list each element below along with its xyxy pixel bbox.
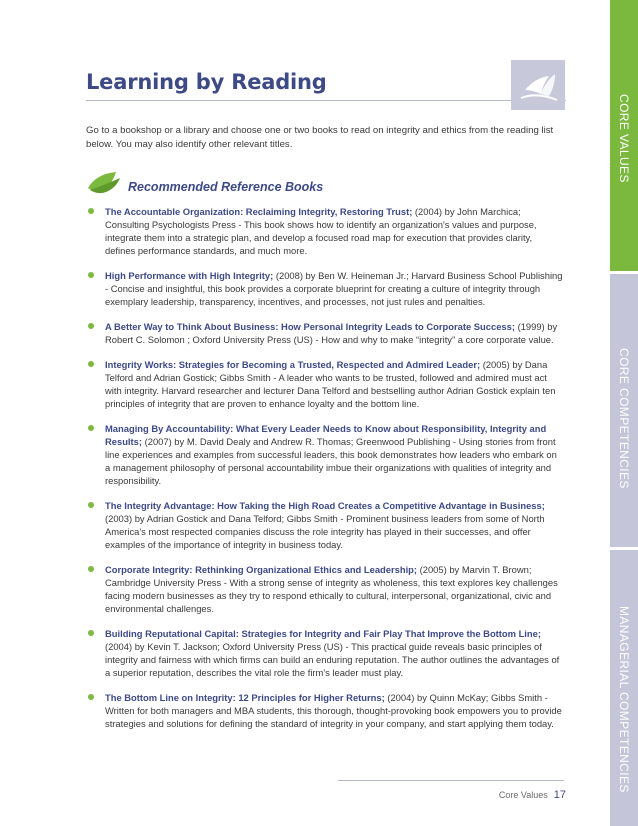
list-item bbox=[86, 320, 564, 346]
tab-managerial-competencies[interactable] bbox=[610, 548, 638, 826]
tab-label: CORE COMPETENCIES bbox=[617, 348, 631, 489]
book-list bbox=[86, 205, 564, 742]
title-divider bbox=[86, 100, 566, 101]
bullet-icon bbox=[88, 694, 94, 700]
bullet-icon bbox=[88, 208, 94, 214]
section-header bbox=[86, 170, 486, 200]
tab-label: CORE VALUES bbox=[617, 94, 631, 183]
list-item bbox=[86, 422, 564, 487]
list-item bbox=[86, 269, 564, 308]
book-logo-icon bbox=[511, 60, 565, 110]
list-item bbox=[86, 499, 564, 551]
book-details: (2005) by Dana Telford and Adrian Gostick; Gibbs Smith - A leader who wants to be trusted, followed and admired must act with integrity. Harvard researcher and lecturer Dana Telford and bestselling author Adrian Gostick explain ten principles of integrity that are proven to enhance loyalty and the bottom line. bbox=[105, 359, 556, 409]
intro-paragraph: Go to a bookshop or a library and choose one or two books to read on integrity and ethics from the reading list below. You may also identify other relevant titles. bbox=[86, 125, 554, 150]
bullet-icon bbox=[88, 425, 94, 431]
section-title: Recommended Reference Books bbox=[128, 180, 324, 194]
list-item bbox=[86, 205, 564, 257]
book-details: (2004) by Quinn McKay; Gibbs Smith - Written for both managers and MBA students, this thorough, thought-provoking book empowers you to provide strategies and solutions for defining the standard of integrity in your company, and start applying them today. bbox=[105, 692, 562, 729]
tab-separator bbox=[610, 547, 638, 550]
book-title: Integrity Works: Strategies for Becoming a Trusted, Respected and Admired Leader; bbox=[105, 359, 481, 370]
list-item bbox=[86, 691, 564, 730]
bullet-icon bbox=[88, 566, 94, 572]
book-title: A Better Way to Think About Business: How Personal Integrity Leads to Corporate Success; bbox=[105, 321, 515, 332]
bullet-icon bbox=[88, 361, 94, 367]
book-details: (2008) by Ben W. Heineman Jr.; Harvard Business School Publishing - Concise and insightful, this book provides a corporate blueprint for creating a culture of integrity through exemplary leadership, transparency, incentives, and processes, not just rules and penalties. bbox=[105, 270, 563, 307]
book-details: (2005) by Marvin T. Brown; Cambridge University Press - With a strong sense of integrity as wholeness, this text explores key challenges facing modern businesses as they try to respond ethically to cultural, interpersonal, organizational, civic and environmental challenges. bbox=[105, 564, 558, 614]
book-title: Corporate Integrity: Rethinking Organizational Ethics and Leadership; bbox=[105, 564, 418, 575]
page-footer bbox=[420, 789, 566, 801]
page-number: 17 bbox=[553, 789, 566, 801]
page-title: Learning by Reading bbox=[86, 70, 327, 94]
tab-core-values[interactable] bbox=[610, 0, 638, 272]
list-item bbox=[86, 563, 564, 615]
bullet-icon bbox=[88, 272, 94, 278]
book-title: The Accountable Organization: Reclaiming Integrity, Restoring Trust; bbox=[105, 206, 413, 217]
footer-section-label: Core Values bbox=[498, 790, 548, 800]
book-details: (2004) by John Marchica; Consulting Psychologists Press - This book shows how to identify an organization's values and purpose, integrate them into a strategic plan, and develop a focused road map for execution that provides clarity, defines performance standards, and much more. bbox=[105, 206, 537, 256]
book-title: High Performance with High Integrity; bbox=[105, 270, 274, 281]
tab-core-competencies[interactable] bbox=[610, 272, 638, 548]
bullet-icon bbox=[88, 323, 94, 329]
book-details: (2003) by Adrian Gostick and Dana Telford; Gibbs Smith - Prominent business leaders from some of North America's most respected companies discuss the role integrity has played in their successes, and offer examples of the importance of integrity in business today. bbox=[105, 513, 545, 550]
book-title: The Bottom Line on Integrity: 12 Principles for Higher Returns; bbox=[105, 692, 385, 703]
side-tab-bar bbox=[610, 0, 638, 826]
book-details: (2007) by M. David Dealy and Andrew R. Thomas; Greenwood Publishing - Using stories from front line experiences and examples from successful leaders, this book demonstrates how leaders who embark on a management philosophy of personal accountability imbue their organizations with qualities of integrity and responsibility. bbox=[105, 436, 557, 486]
list-item bbox=[86, 627, 564, 679]
book-title: Building Reputational Capital: Strategies for Integrity and Fair Play That Improve the Bottom Line; bbox=[105, 628, 541, 639]
leaf-icon bbox=[86, 170, 122, 196]
book-title: The Integrity Advantage: How Taking the High Road Creates a Competitive Advantage in Business; bbox=[105, 500, 545, 511]
bullet-icon bbox=[88, 630, 94, 636]
footer-divider bbox=[338, 780, 564, 781]
book-details: (2004) by Kevin T. Jackson; Oxford University Press (US) - This practical guide reveals basic principles of integrity and fairness with which firms can build an enduring reputation. The author outlines the advantages of a superior reputation, describes the vital role the firm's leader must play. bbox=[105, 641, 560, 678]
book-details: (1999) by Robert C. Solomon ; Oxford University Press (US) - How and why to make “integrity” a core corporate value. bbox=[105, 321, 558, 345]
book-title: Managing By Accountability: What Every Leader Needs to Know about Responsibility, Integrity and Results; bbox=[105, 423, 547, 447]
bullet-icon bbox=[88, 502, 94, 508]
list-item bbox=[86, 358, 564, 410]
tab-label: MANAGERIAL COMPETENCIES bbox=[617, 606, 631, 793]
tab-separator bbox=[610, 271, 638, 274]
